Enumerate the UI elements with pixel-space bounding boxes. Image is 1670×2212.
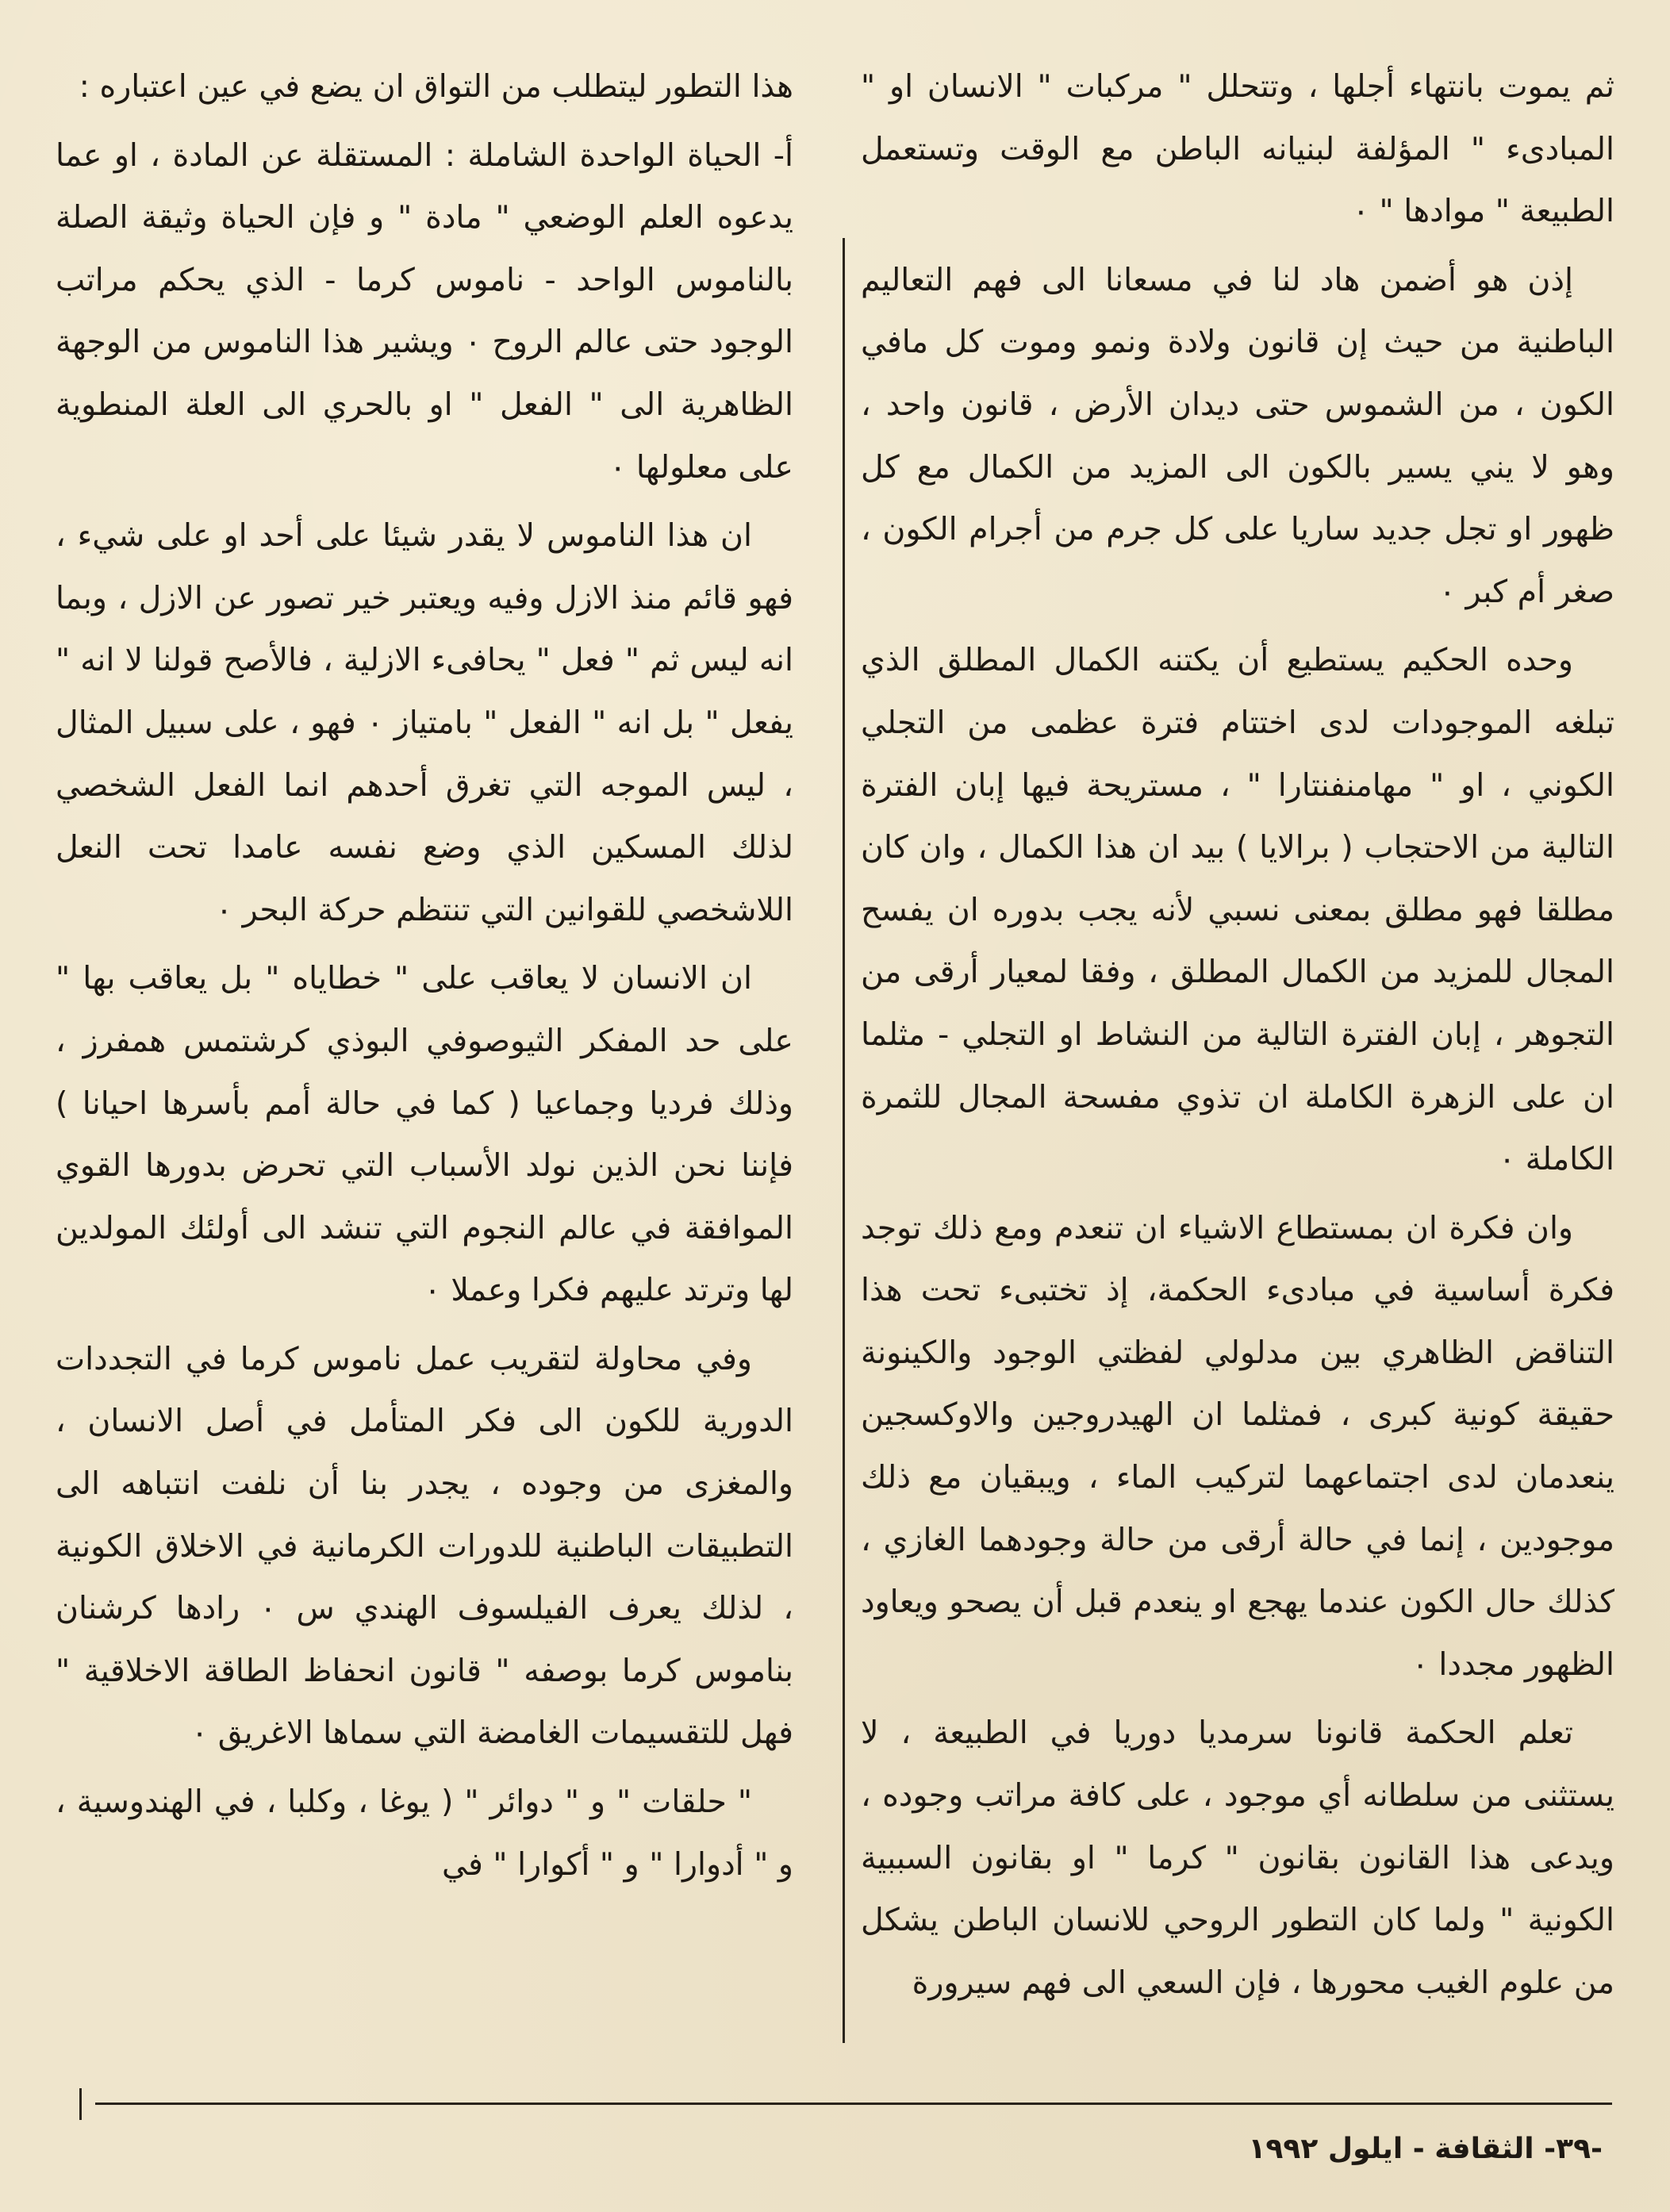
column-divider	[843, 238, 845, 2043]
paragraph: تعلم الحكمة قانونا سرمديا دوريا في الطبيعة ، لا يستثنى من سلطانه أي موجود ، على كافة مراتب وجوده ، ويدعى هذا القانون بقانون " كرما " او بقانون السببية الكونية " ولما كان التطور الروحي للانسان الباطن يشكل من علوم الغيب محورها ، فإن السعي الى فهم سيرورة	[861, 1715, 1614, 2001]
article-column-left	[56, 56, 793, 1902]
paragraph: هذا التطور ليتطلب من التواق ان يضع في عين اعتباره :	[79, 68, 793, 105]
paragraph: وحده الحكيم يستطيع أن يكتنه الكمال المطلق الذي تبلغه الموجودات لدى اختتام فترة عظمى من التجلي الكوني ، او " مهامنفنتارا " ، مستريحة فيها إبان الفترة التالية من الاحتجاب ( برالايا ) بيد ان هذا الكمال ، وان كان مطلقا فهو مطلق بمعنى نسبي لأنه يجب بدوره ان يفسح المجال للمزيد من الكمال المطلق ، وفقا لمعيار أرقى من التجوهر ، إبان الفترة التالية من النشاط او التجلي - مثلما ان على الزهرة الكاملة ان تذوي مفسحة المجال للثمرة الكاملة ٠	[861, 642, 1614, 1178]
paragraph: ان الانسان لا يعاقب على " خطاياه " بل يعاقب بها " على حد المفكر الثيوصوفي البوذي كرشتمس همفرز ، وذلك فرديا وجماعيا ( كما في حالة أمم بأسرها احيانا ) فإننا نحن الذين نولد الأسباب التي تحرض بدورها القوي الموافقة في عالم النجوم التي تنشد الى أولئك المولدين لها وترتد عليهم فكرا وعملا ٠	[56, 960, 793, 1309]
article-column-right	[861, 56, 1614, 2020]
paragraph: ثم يموت بانتهاء أجلها ، وتتحلل " مركبات " الانسان او " المبادىء " المؤلفة لبنيانه الباطن مع الوقت وتستعمل الطبيعة " موادها " ٠	[861, 68, 1614, 230]
paragraph: وان فكرة ان بمستطاع الاشياء ان تنعدم ومع ذلك توجد فكرة أساسية في مبادىء الحكمة، إذ تختبىء تحت هذا التناقض الظاهري بين مدلولي لفظتي الوجود والكينونة حقيقة كونية كبرى ، فمثلما ان الهيدروجين والاوكسجين ينعدمان لدى اجتماعهما لتركيب الماء ، ويبقيان مع ذلك موجودين ، إنما في حالة أرقى من حالة وجودهما الغازي ، كذلك حال الكون عندما يهجع او ينعدم قبل أن يصحو ويعاود الظهور مجددا ٠	[861, 1209, 1614, 1683]
paragraph: إذن هو أضمن هاد لنا في مسعانا الى فهم التعاليم الباطنية من حيث إن قانون ولادة ونمو وموت كل مافي الكون ، من الشموس حتى ديدان الأرض ، قانون واحد ، وهو لا يني يسير بالكون الى المزيد من الكمال مع كل ظهور او تجل جديد ساريا على كل جرم من أجرام الكون ، صغر أم كبر ٠	[861, 261, 1614, 610]
paragraph: أ- الحياة الواحدة الشاملة : المستقلة عن المادة ، او عما يدعوه العلم الوضعي " مادة " و فإن الحياة وثيقة الصلة بالناموس الواحد - ناموس كرما - الذي يحكم مراتب الوجود حتى عالم الروح ٠ ويشير هذا الناموس من الوجهة الظاهرية الى " الفعل " او بالحري الى العلة المنطوية على معلولها ٠	[56, 136, 793, 486]
paragraph: " حلقات " و " دوائر " ( يوغا ، وكلبا ، في الهندوسية ، و " أدوارا " و " أكوارا " في	[56, 1784, 793, 1883]
paragraph: وفي محاولة لتقريب عمل ناموس كرما في التجددات الدورية للكون الى فكر المتأمل في أصل الانسان ، والمغزى من وجوده ، يجدر بنا أن نلفت انتباهه الى التطبيقات الباطنية للدورات الكرمانية في الاخلاق الكونية ، لذلك يعرف الفيلسوف الهندي س ٠ رادها كرشنان بناموس كرما بوصفه " قانون انحفاظ الطاقة الاخلاقية " فهل للتقسيمات الغامضة التي سماها الاغريق ٠	[56, 1340, 793, 1752]
footer-divider	[95, 2103, 1612, 2105]
paragraph: ان هذا الناموس لا يقدر شيئا على أحد او على شيء ، فهو قائم منذ الازل وفيه ويعتبر خير تصور عن الازل ، وبما انه ليس ثم " فعل " يحافىء الازلية ، فالأصح قولنا لا انه " يفعل " بل انه " الفعل " بامتياز ٠ فهو ، على سبيل المثال ، ليس الموجه التي تغرق أحدهم انما الفعل الشخصي لذلك المسكين الذي وضع نفسه عامدا تحت النعل اللاشخصي للقوانين التي تنتظم حركة البحر ٠	[56, 517, 793, 928]
page-footer: -٣٩- الثقافة - ايلول ١٩٩٢	[1248, 2133, 1603, 2165]
